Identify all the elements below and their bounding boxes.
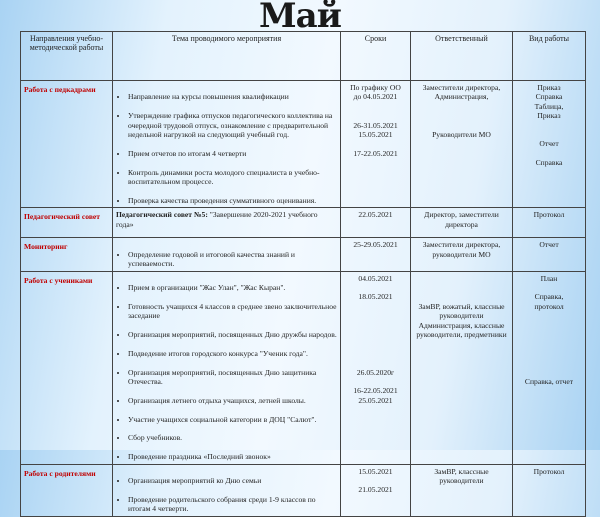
list-item: • Проведение праздника «Последний звонок» bbox=[128, 452, 337, 461]
direction-cell: Работа с учениками bbox=[21, 271, 113, 464]
topic-cell bbox=[113, 464, 341, 516]
direction-cell: Мониторинг bbox=[21, 238, 113, 271]
dates-cell: По графику ОО до 04.05.2021 26-31.05.2021 15.05.2021 17-22.05.2021 bbox=[341, 81, 411, 208]
dates-cell: 04.05.2021 18.05.2021 26.05.2020г 16-22.05.2021 25.05.2021 bbox=[341, 271, 411, 464]
dates-cell: 22.05.2021 bbox=[341, 208, 411, 238]
topic-cell bbox=[113, 81, 341, 208]
direction-cell: Работа с педкадрами bbox=[21, 81, 113, 208]
list-item: • Утверждение графика отпусков педагогического коллектива на очередной трудовой отпуск, ознакомление с предварительной недельной нагрузкой на следующий учебный год. bbox=[128, 111, 337, 139]
topic-bold: Педагогический совет №5: bbox=[116, 210, 208, 220]
direction-cell: Педагогический совет bbox=[21, 208, 113, 238]
list-item: • Подведение итогов городского конкурса "Ученик года". bbox=[128, 349, 337, 358]
header-type: Вид работы bbox=[513, 32, 586, 81]
plan-table bbox=[20, 31, 586, 517]
table-row bbox=[21, 464, 586, 516]
topic-cell bbox=[113, 238, 341, 271]
list-item: • Определение годовой и итоговой качества знаний и успеваемости. bbox=[128, 250, 337, 269]
header-topic: Тема проводимого мероприятия bbox=[113, 32, 341, 81]
list-item: • Организация мероприятий ко Дню семьи bbox=[128, 476, 337, 485]
responsible-cell: ЗамВР, вожатый, классные руководители Администрация, классные руководители, предметники bbox=[411, 271, 513, 464]
topic-cell bbox=[113, 208, 341, 238]
type-cell: Протокол bbox=[513, 464, 586, 516]
header-direction: Направления учебно-методической работы bbox=[21, 32, 113, 81]
header-dates: Сроки bbox=[341, 32, 411, 81]
list-item: • Прием отчетов по итогам 4 четверти bbox=[128, 149, 337, 158]
list-item: • Сбор учебников. bbox=[128, 433, 337, 442]
type-cell: План Справка, протокол Справка, отчет bbox=[513, 271, 586, 464]
list-item: • Готовность учащихся 4 классов в среднее звено заключительное заседание bbox=[128, 302, 337, 321]
list-item: • Участие учащихся социальной категории в ДОЦ "Салют". bbox=[128, 415, 337, 424]
table-row bbox=[21, 208, 586, 238]
type-cell: Отчет bbox=[513, 238, 586, 271]
list-item: • Прием в организации "Жас Улан", "Жас Кыран". bbox=[128, 283, 337, 292]
dates-cell: 25-29.05.2021 bbox=[341, 238, 411, 271]
type-cell: Протокол bbox=[513, 208, 586, 238]
responsible-cell: ЗамВР, классные руководители bbox=[411, 464, 513, 516]
table-row bbox=[21, 81, 586, 208]
table-row bbox=[21, 271, 586, 464]
list-item: • Проведение родительского собрания среди 1-9 классов по итогам 4 четверти. bbox=[128, 495, 337, 514]
header-row bbox=[21, 32, 586, 81]
list-item: • Направление на курсы повышения квалификации bbox=[128, 92, 337, 101]
topic-cell bbox=[113, 271, 341, 464]
dates-cell: 15.05.2021 21.05.2021 bbox=[341, 464, 411, 516]
list-item: • Организация мероприятий, посвященных Дню защитника Отечества. bbox=[128, 368, 337, 387]
responsible-cell: Заместители директора, Администрация, Руководители МО bbox=[411, 81, 513, 208]
list-item: • Проверка качества проведения суммативного оценивания. bbox=[128, 196, 337, 205]
list-item: • Организация летнего отдыха учащихся, летней школы. bbox=[128, 396, 337, 405]
responsible-cell: Заместители директора, руководители МО bbox=[411, 238, 513, 271]
list-item: • Контроль динамики роста молодого специалиста в учебно-воспитательном процессе. bbox=[128, 168, 337, 187]
header-responsible: Ответственный bbox=[411, 32, 513, 81]
responsible-cell: Директор, заместители директора bbox=[411, 208, 513, 238]
type-cell: Приказ Справка Таблица, Приказ Отчет Справка bbox=[513, 81, 586, 208]
table-row bbox=[21, 238, 586, 271]
topic-text: "Завершение 2020-2021 учебного года» bbox=[116, 210, 318, 229]
list-item: • Организация мероприятий, посвященных Дню дружбы народов. bbox=[128, 330, 337, 339]
page-title: Май bbox=[259, 0, 341, 36]
direction-cell: Работа с родителями bbox=[21, 464, 113, 516]
